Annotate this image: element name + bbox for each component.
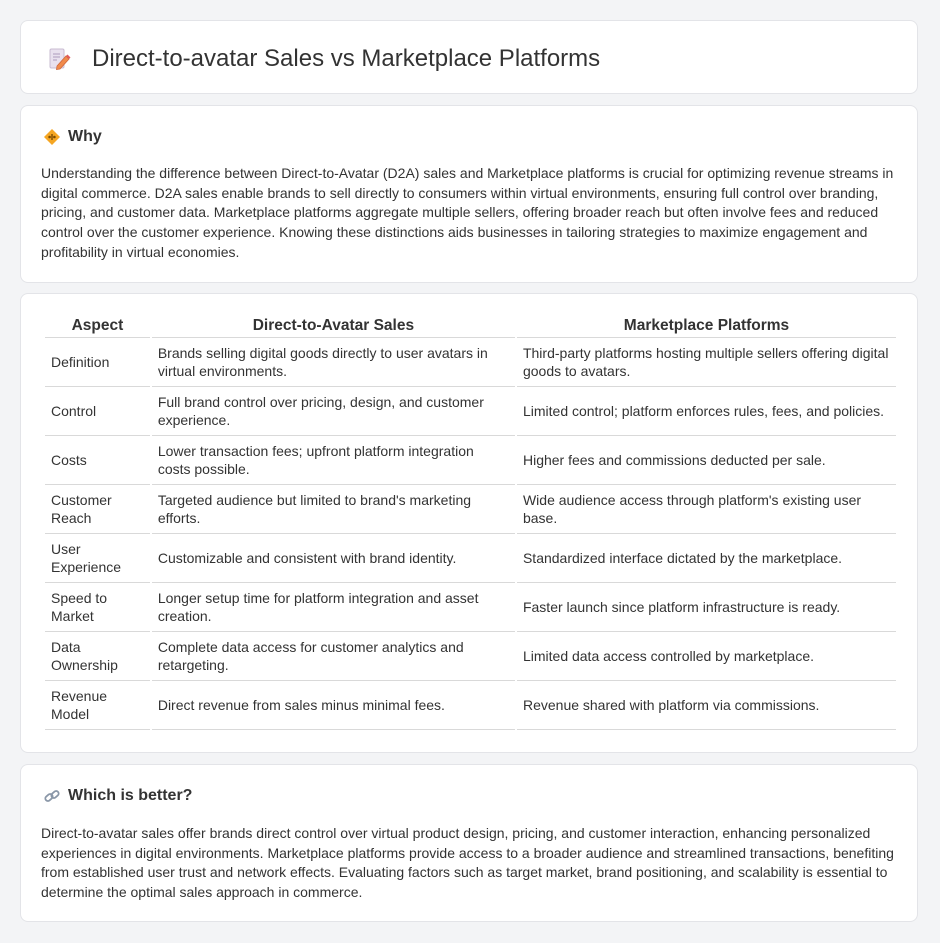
document-pencil-icon [47, 47, 71, 71]
row-aspect: Definition [45, 338, 150, 387]
row-aspect: Speed to Market [45, 583, 150, 632]
row-d2a: Longer setup time for platform integration and asset creation. [152, 583, 515, 632]
row-marketplace: Revenue shared with platform via commissions. [517, 681, 896, 730]
header-direct-to-avatar: Direct-to-Avatar Sales [152, 315, 515, 338]
which-is-better-section [20, 764, 918, 922]
header-aspect: Aspect [45, 315, 150, 338]
why-header [43, 126, 102, 148]
row-marketplace: Higher fees and commissions deducted per sale. [517, 436, 896, 485]
row-aspect: Customer Reach [45, 485, 150, 534]
link-icon [43, 787, 61, 805]
row-d2a: Full brand control over pricing, design, and customer experience. [152, 387, 515, 436]
title-card [20, 20, 918, 94]
row-marketplace: Standardized interface dictated by the marketplace. [517, 534, 896, 583]
table-row [45, 436, 896, 485]
row-d2a: Targeted audience but limited to brand's marketing efforts. [152, 485, 515, 534]
row-d2a: Direct revenue from sales minus minimal fees. [152, 681, 515, 730]
row-aspect: Control [45, 387, 150, 436]
table-row [45, 681, 896, 730]
row-marketplace: Limited data access controlled by marketplace. [517, 632, 896, 681]
why-text: Understanding the difference between Direct-to-Avatar (D2A) sales and Marketplace platforms is crucial for optimizing revenue streams in digital commerce. D2A sales enable brands to sell directly to consumers within virtual environments, ensuring full control over branding, pricing, and customer data. Marketplace platforms aggregate multiple sellers, offering broader reach but often involve fees and reduced control over the customer experience. Knowing these distinctions aids businesses in tailoring strategies to maximize engagement and profitability in virtual economies. [41, 165, 894, 260]
comparison-table-card [20, 293, 918, 753]
row-d2a: Lower transaction fees; upfront platform integration costs possible. [152, 436, 515, 485]
better-text: Direct-to-avatar sales offer brands direct control over virtual product design, pricing, and customer interaction, enhancing personalized experiences in digital environments. Marketplace platforms provide access to a broader audience and streamlined transactions, benefiting from established user trust and network effects. Evaluating factors such as target market, brand positioning, and scalability is essential to determine the optimal sales approach in commerce. [41, 825, 894, 901]
table-row [45, 632, 896, 681]
better-heading: Which is better? [68, 787, 193, 804]
row-marketplace: Wide audience access through platform's existing user base. [517, 485, 896, 534]
why-section [20, 105, 918, 283]
row-d2a: Complete data access for customer analytics and retargeting. [152, 632, 515, 681]
row-aspect: User Experience [45, 534, 150, 583]
page-title: Direct-to-avatar Sales vs Marketplace Platforms [92, 45, 601, 72]
table-row [45, 534, 896, 583]
row-marketplace: Third-party platforms hosting multiple sellers offering digital goods to avatars. [517, 338, 896, 387]
table-header-row [45, 315, 896, 338]
row-marketplace: Faster launch since platform infrastructure is ready. [517, 583, 896, 632]
why-heading: Why [68, 128, 102, 145]
row-aspect: Data Ownership [45, 632, 150, 681]
row-aspect: Revenue Model [45, 681, 150, 730]
comparison-table [43, 315, 898, 730]
row-marketplace: Limited control; platform enforces rules, fees, and policies. [517, 387, 896, 436]
row-d2a: Customizable and consistent with brand identity. [152, 534, 515, 583]
table-row [45, 338, 896, 387]
row-d2a: Brands selling digital goods directly to user avatars in virtual environments. [152, 338, 515, 387]
table-row [45, 485, 896, 534]
better-header [43, 785, 192, 807]
warning-diamond-icon [43, 128, 61, 146]
table-row [45, 387, 896, 436]
table-row [45, 583, 896, 632]
row-aspect: Costs [45, 436, 150, 485]
header-marketplace: Marketplace Platforms [517, 315, 896, 338]
